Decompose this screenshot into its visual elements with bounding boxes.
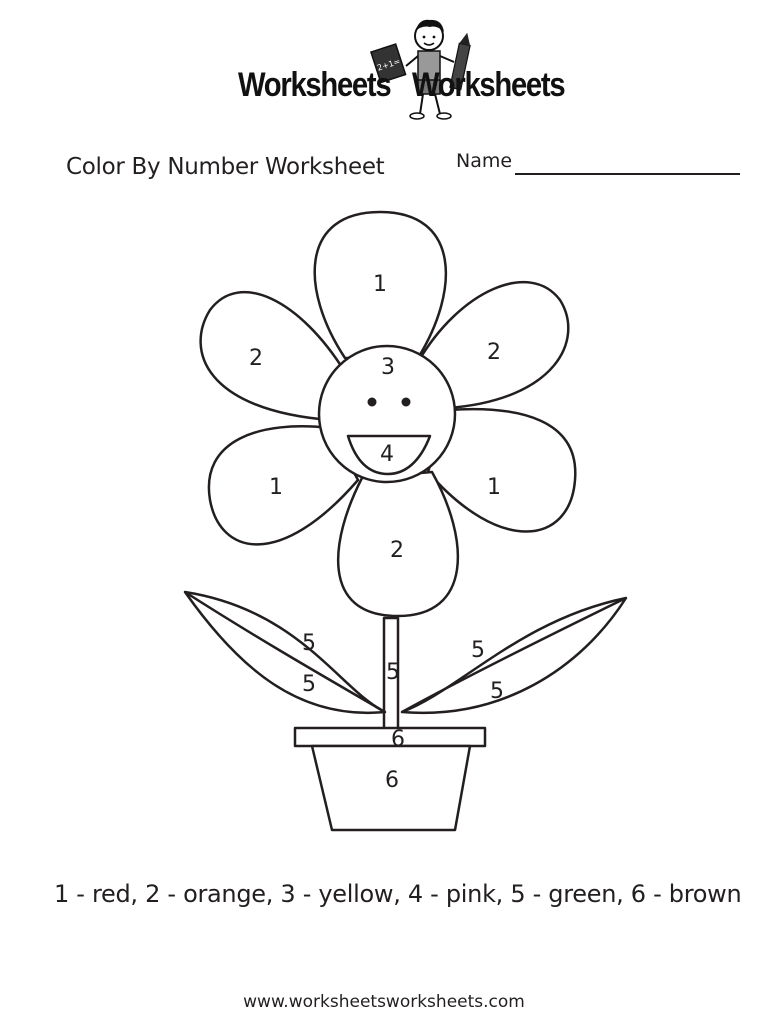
footer-url: www.worksheetsworksheets.com — [243, 992, 525, 1012]
number-leaf-right-upper: 5 — [471, 638, 485, 663]
logo-left-word: Worksheets — [238, 66, 391, 104]
number-leaf-left-lower: 5 — [302, 672, 316, 697]
number-pot-rim: 6 — [391, 727, 405, 752]
color-legend: 1 - red, 2 - orange, 3 - yellow, 4 - pink, 5 - green, 6 - brown — [54, 880, 742, 908]
number-petal-bottom: 2 — [390, 538, 404, 563]
right-eye-icon — [402, 398, 411, 407]
number-petal-lower-left: 1 — [269, 475, 283, 500]
number-petal-upper-left: 2 — [249, 346, 263, 371]
worksheet-title: Color By Number Worksheet — [66, 154, 385, 180]
left-eye-icon — [368, 398, 377, 407]
book-text: 2+1= — [376, 56, 402, 73]
number-leaf-left-upper: 5 — [302, 631, 316, 656]
logo-right-word: Worksheets — [412, 66, 565, 104]
name-label: Name — [456, 150, 513, 172]
number-pot: 6 — [385, 768, 399, 793]
number-stem: 5 — [386, 660, 400, 685]
pot-rim[interactable] — [295, 728, 485, 746]
number-mouth: 4 — [380, 442, 394, 467]
number-petal-top: 1 — [373, 272, 387, 297]
number-petal-upper-right: 2 — [487, 340, 501, 365]
number-petal-lower-right: 1 — [487, 475, 501, 500]
number-leaf-right-lower: 5 — [490, 679, 504, 704]
number-center: 3 — [381, 355, 395, 380]
